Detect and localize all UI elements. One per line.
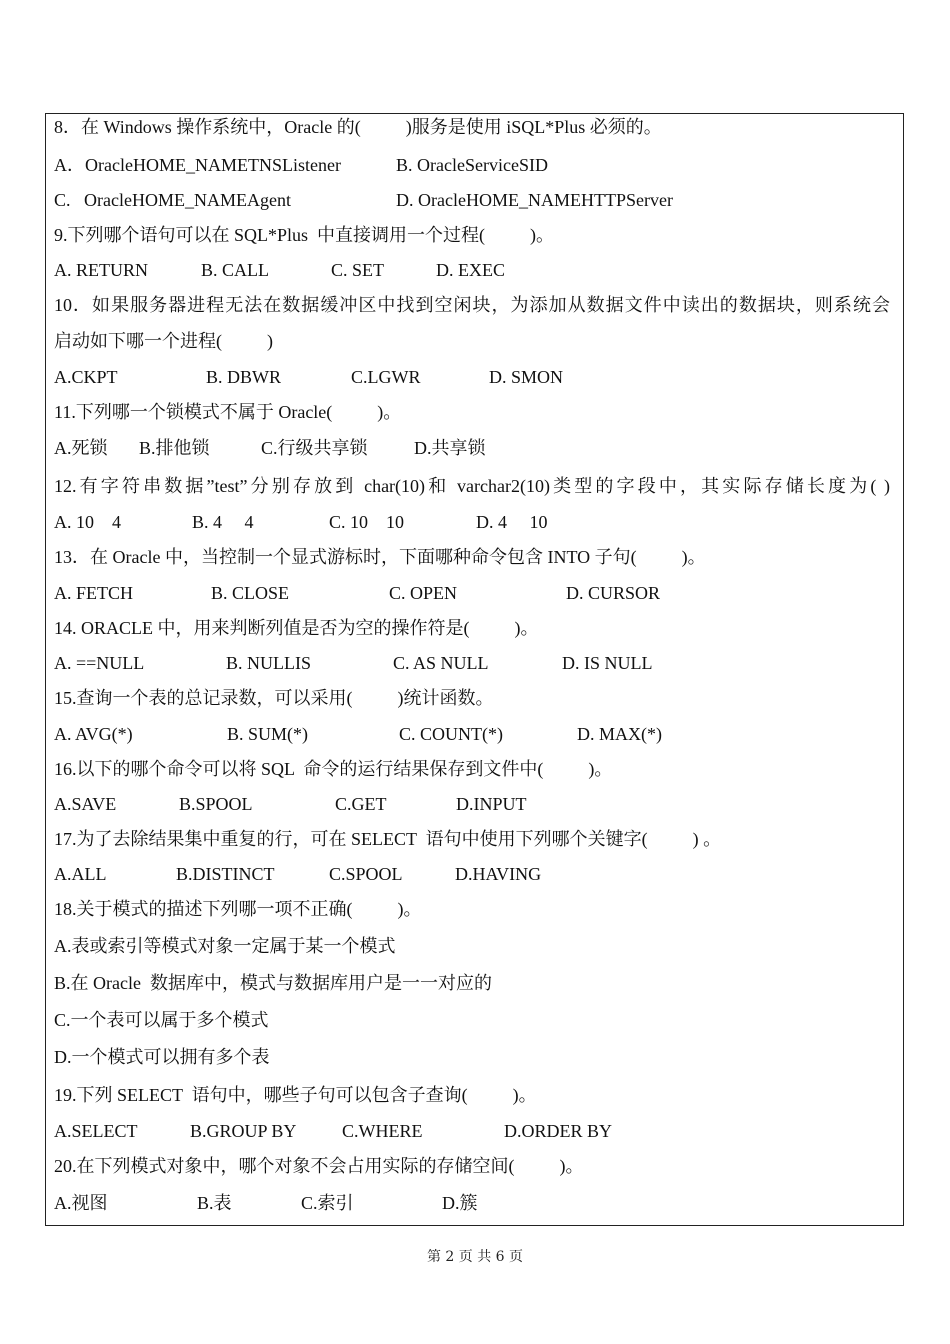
question-13-option-d: D. CURSOR: [566, 583, 661, 603]
question-18-option-b: B.在 Oracle 数据库中，模式与数据库用户是一一对应的: [54, 973, 492, 993]
question-9-option-a: A. RETURN: [54, 260, 148, 280]
page-number: 第 2 页 共 6 页: [426, 1249, 524, 1265]
question-17-option-b: B.DISTINCT: [176, 864, 275, 884]
question-10-option-b: B. DBWR: [206, 367, 282, 387]
question-12-option-b: B. 4 4: [192, 512, 254, 532]
question-20-option-b: B.表: [197, 1193, 232, 1213]
question-8-option-d: D. OracleHOME_NAMEHTTPServer: [396, 190, 673, 210]
question-box: [45, 113, 904, 1226]
question-10-stem-line1: 10．如果服务器进程无法在数据缓冲区中找到空闲块，为添加从数据文件中读出的数据块，则系统会: [54, 295, 890, 315]
question-14-option-a: A. ==NULL: [54, 653, 145, 673]
question-14-option-d: D. IS NULL: [562, 653, 653, 673]
question-16-option-d: D.INPUT: [456, 794, 527, 814]
question-15-option-a: A. AVG(*): [54, 724, 133, 744]
question-18-option-a: A.表或索引等模式对象一定属于某一个模式: [54, 936, 396, 956]
question-15-stem: 15.查询一个表的总记录数，可以采用( )统计函数。: [54, 688, 494, 708]
question-15-option-b: B. SUM(*): [227, 724, 309, 744]
question-18-option-c: C.一个表可以属于多个模式: [54, 1010, 269, 1030]
question-10-option-a: A.CKPT: [54, 367, 118, 387]
question-10-option-d: D. SMON: [489, 367, 564, 387]
question-14-option-b: B. NULLIS: [226, 653, 311, 673]
question-13-option-b: B. CLOSE: [211, 583, 290, 603]
question-19-option-c: C.WHERE: [342, 1121, 423, 1141]
question-11-option-b: B.排他锁: [139, 438, 210, 458]
question-19-stem: 19.下列 SELECT 语句中，哪些子句可以包含子查询( )。: [54, 1085, 537, 1105]
question-9-stem: 9.下列哪个语句可以在 SQL*Plus 中直接调用一个过程( )。: [54, 225, 555, 245]
question-16-option-b: B.SPOOL: [179, 794, 253, 814]
question-14-stem: 14. ORACLE 中，用来判断列值是否为空的操作符是( )。: [54, 618, 539, 638]
question-8-option-b: B. OracleServiceSID: [396, 155, 548, 175]
question-16-stem: 16.以下的哪个命令可以将 SQL 命令的运行结果保存到文件中( )。: [54, 759, 613, 779]
question-11-option-d: D.共享锁: [414, 438, 486, 458]
question-17-option-a: A.ALL: [54, 864, 107, 884]
question-11-option-c: C.行级共享锁: [261, 438, 368, 458]
question-16-option-a: A.SAVE: [54, 794, 117, 814]
question-20-option-d: D.簇: [442, 1193, 478, 1213]
question-9-option-d: D. EXEC: [436, 260, 505, 280]
question-8-option-c: C. OracleHOME_NAMEAgent: [54, 190, 291, 210]
question-10-stem: [54, 294, 890, 316]
question-12-option-d: D. 4 10: [476, 512, 548, 532]
question-15-option-d: D. MAX(*): [577, 724, 662, 744]
question-8-option-a: A．OracleHOME_NAMETNSListener: [54, 155, 341, 175]
question-11-stem: 11.下列哪一个锁模式不属于 Oracle( )。: [54, 402, 402, 422]
question-16-option-c: C.GET: [335, 794, 387, 814]
question-9-option-c: C. SET: [331, 260, 385, 280]
question-20-stem: 20.在下列模式对象中，哪个对象不会占用实际的存储空间( )。: [54, 1156, 584, 1176]
question-14-option-c: C. AS NULL: [393, 653, 489, 673]
question-13-stem: 13．在 Oracle 中，当控制一个显式游标时，下面哪种命令包含 INTO 子句( )。: [54, 547, 706, 567]
question-19-option-a: A.SELECT: [54, 1121, 138, 1141]
question-20-option-c: C.索引: [301, 1193, 354, 1213]
question-12-stem: [54, 475, 890, 497]
question-10-stem-line2: 启动如下哪一个进程( ): [54, 331, 273, 351]
question-11-option-a: A.死锁: [54, 438, 108, 458]
question-15-option-c: C. COUNT(*): [399, 724, 503, 744]
question-12-stem-text: 12.有字符串数据”test”分别存放到 char(10)和 varchar2(10)类型的字段中，其实际存储长度为( ): [54, 476, 890, 496]
question-17-stem: 17.为了去除结果集中重复的行，可在 SELECT 语句中使用下列哪个关键字( ) 。: [54, 829, 722, 849]
question-8-stem: 8．在 Windows 操作系统中，Oracle 的( )服务是使用 iSQL*Plus 必须的。: [54, 117, 662, 137]
question-17-option-c: C.SPOOL: [329, 864, 403, 884]
question-13-option-a: A. FETCH: [54, 583, 134, 603]
question-12-option-c: C. 10 10: [329, 512, 405, 532]
question-18-stem: 18.关于模式的描述下列哪一项不正确( )。: [54, 899, 422, 919]
question-18-option-d: D.一个模式可以拥有多个表: [54, 1047, 270, 1067]
question-12-option-a: A. 10 4: [54, 512, 121, 532]
question-9-option-b: B. CALL: [201, 260, 270, 280]
question-10-option-c: C.LGWR: [351, 367, 421, 387]
question-19-option-b: B.GROUP BY: [190, 1121, 297, 1141]
question-20-option-a: A.视图: [54, 1193, 108, 1213]
question-19-option-d: D.ORDER BY: [504, 1121, 613, 1141]
question-17-option-d: D.HAVING: [455, 864, 542, 884]
question-13-option-c: C. OPEN: [389, 583, 458, 603]
